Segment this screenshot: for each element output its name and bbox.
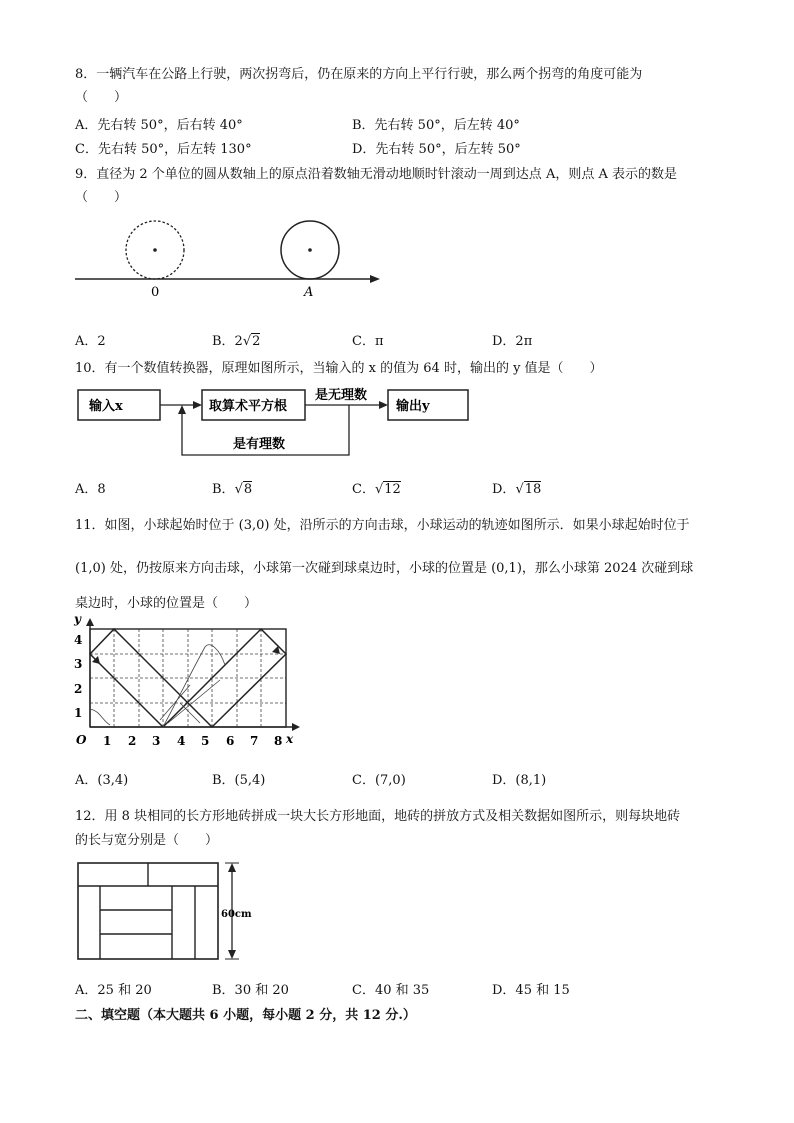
q11-option-b[interactable]: B．(5,4): [212, 773, 266, 788]
q11-x-tick-3: 3: [152, 734, 161, 748]
q11-x-tick-2: 2: [128, 734, 137, 748]
q11-grid: [90, 629, 286, 727]
q12-option-d[interactable]: D．45 和 15: [492, 983, 570, 998]
q11-y-tick-3: 3: [74, 657, 83, 671]
q8-option-c[interactable]: C．先右转 50°，后左转 130°: [75, 142, 252, 157]
q11-y-tick-2: 2: [74, 682, 83, 696]
q10-option-b[interactable]: B．√8: [212, 482, 253, 497]
q10-irrational-label: 是无理数: [315, 388, 368, 403]
q8-stem-line1: 8．一辆汽车在公路上行驶，两次拐弯后，仍在原来的方向上平行行驶，那么两个拐弯的角度可能为: [75, 67, 643, 82]
q10-arrow-1: [193, 401, 202, 409]
q8-stem-line2: （ ）: [75, 90, 128, 105]
q12-stem-line2: 的长与宽分别是（ ）: [75, 833, 219, 848]
q11-stem-line1: 11．如图，小球起始时位于 (3,0) 处，沿所示的方向击球，小球运动的轨迹如图所示．如果小球起始时位于: [75, 518, 690, 533]
q9-stem-line2: （ ）: [75, 190, 128, 205]
q11-x-tick-5: 5: [201, 734, 210, 748]
q10-output-label: 输出y: [396, 399, 430, 414]
q9-option-b-label: B．2: [212, 334, 243, 349]
q11-y-tick-1: 1: [74, 706, 83, 720]
q11-x-axis-arrow: [292, 723, 300, 731]
q9-rolling-circle-figure: [70, 212, 390, 312]
q9-label-origin: 0: [151, 285, 160, 300]
q11-x-tick-7: 7: [250, 734, 259, 748]
q9-arrowhead: [370, 275, 380, 283]
q10-option-c[interactable]: C．√12: [352, 482, 401, 497]
q10-arrow-2: [379, 401, 388, 409]
q10-option-d[interactable]: D．√18: [492, 482, 542, 497]
q12-option-c[interactable]: C．40 和 35: [352, 983, 430, 998]
q10-option-d-radicand: 18: [524, 482, 542, 497]
q10-arrow-feedback: [178, 405, 186, 414]
q11-y-tick-labels: [74, 633, 82, 720]
q11-x-tick-6: 6: [226, 734, 235, 748]
q11-option-d[interactable]: D．(8,1): [492, 773, 547, 788]
q10-stem: 10．有一个数值转换器，原理如图所示，当输入的 x 的值为 64 时，输出的 y 值是（ ）: [75, 361, 603, 376]
q8-option-a[interactable]: A．先右转 50°，后右转 40°: [75, 118, 243, 133]
q9-option-b[interactable]: B．2√2: [212, 334, 261, 349]
q12-stem-line1: 12．用 8 块相同的长方形地砖拼成一块大长方形地面，地砖的拼放方式及相关数据如图所示，则每块地砖: [75, 809, 681, 824]
q11-x-tick-4: 4: [177, 734, 186, 748]
q10-option-a[interactable]: A．8: [75, 482, 106, 497]
q11-origin-label: O: [76, 733, 87, 747]
q9-label-a: A: [304, 285, 314, 300]
q11-stem-line2: (1,0) 处，仍按原来方向击球，小球第一次碰到球桌边时，小球的位置是 (0,1)，那么小球第 2024 次碰到球: [75, 561, 694, 576]
q11-x-tick-labels: [103, 734, 282, 748]
q11-x-tick-8: 8: [274, 734, 283, 748]
q9-dashed-circle-center: [153, 248, 157, 252]
section-2-heading: 二、填空题（本大题共 6 小题，每小题 2 分，共 12 分.）: [75, 1008, 416, 1023]
q9-option-d[interactable]: D．2π: [492, 334, 533, 349]
q10-option-c-label: C．: [352, 482, 375, 497]
q11-stem-line3: 桌边时，小球的位置是（ ）: [75, 596, 258, 611]
q10-option-c-radicand: 12: [384, 482, 401, 497]
q9-stem-line1: 9．直径为 2 个单位的圆从数轴上的原点沿着数轴无滑动地顺时针滚动一周到达点 A，则点 A 表示的数是: [75, 167, 677, 182]
q11-x-tick-1: 1: [103, 734, 112, 748]
q12-option-b[interactable]: B．30 和 20: [212, 983, 289, 998]
q8-option-b[interactable]: B．先右转 50°，后左转 40°: [352, 118, 520, 133]
q10-option-b-radicand: 8: [243, 482, 253, 497]
q11-x-label: x: [286, 732, 294, 746]
q10-converter-flowchart: [75, 385, 475, 465]
q12-option-a[interactable]: A．25 和 20: [75, 983, 152, 998]
q11-billiard-grid-figure: [70, 612, 310, 755]
q10-option-d-label: D．: [492, 482, 516, 497]
q9-solid-circle-center: [308, 248, 312, 252]
q11-y-tick-4: 4: [74, 633, 83, 647]
q12-dimension-label: 60cm: [221, 909, 252, 920]
q10-option-b-label: B．: [212, 482, 235, 497]
q11-y-axis-arrow: [86, 618, 94, 626]
q8-option-d[interactable]: D．先右转 50°，后左转 50°: [352, 142, 521, 157]
q10-process-label: 取算术平方根: [209, 399, 288, 414]
q11-option-a[interactable]: A．(3,4): [75, 773, 129, 788]
q10-input-label: 输入x: [89, 399, 123, 414]
q11-y-label: y: [74, 612, 81, 626]
q9-option-b-radicand: 2: [252, 334, 261, 349]
q10-rational-label: 是有理数: [233, 437, 286, 452]
q9-option-c[interactable]: C．π: [352, 334, 384, 349]
q11-option-c[interactable]: C．(7,0): [352, 773, 406, 788]
q9-option-a[interactable]: A．2: [75, 334, 106, 349]
q12-tile-layout-figure: [75, 860, 275, 970]
